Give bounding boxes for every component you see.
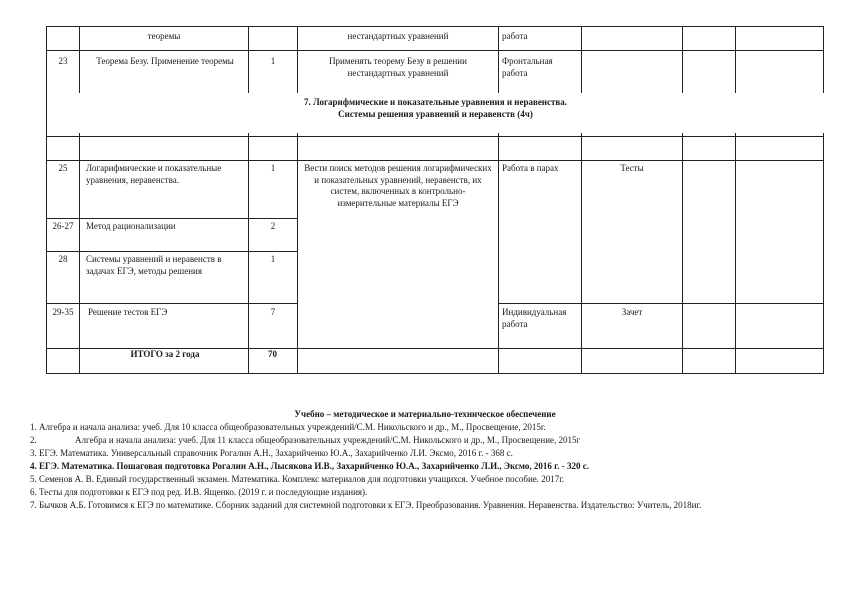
form-cell: Работа в парах xyxy=(502,163,559,173)
table-border-bottom xyxy=(46,373,824,374)
hours-cell: 1 xyxy=(270,163,276,173)
table-row-line xyxy=(46,50,824,51)
reference-item: 3. ЕГЭ. Математика. Универсальный справочник Рогалин А.Н., Захарийченко Ю.А., Захарийченко Л.И. Эксмо, 2016 г. - 368 с. xyxy=(30,448,513,458)
hours-cell: 1 xyxy=(270,56,276,66)
reference-item: 4. ЕГЭ. Математика. Пошаговая подготовка Рогалин А.Н., Лысякова И.В., Захарийченко Ю.А., Захарийченко Л.И., Эксмо, 2016 г. - 320 с. xyxy=(30,461,589,471)
topic-cell: Решение тестов ЕГЭ xyxy=(88,307,168,317)
topic-cell: Метод рационализации xyxy=(86,221,176,231)
table-border-left xyxy=(46,26,47,374)
row-number: 26-27 xyxy=(52,221,74,231)
form-cell: Индивидуальная работа xyxy=(502,307,567,329)
table-col-line xyxy=(79,26,80,374)
hours-cell: 2 xyxy=(270,221,276,231)
total-hours: 70 xyxy=(268,349,277,359)
table-col-line xyxy=(248,26,249,374)
table-col-line xyxy=(498,26,499,374)
topic-cell: Системы уравнений и неравенств в задачах ЕГЭ, методы решения xyxy=(86,254,222,276)
table-border-right xyxy=(823,26,824,374)
form-cell: работа xyxy=(502,31,528,41)
topic-cell: теоремы xyxy=(147,31,181,41)
table-col-line xyxy=(682,26,683,374)
activity-cell: Вести поиск методов решения логарифмических и показательных уравнений, неравенств, их систем, включенных в контрольно-измерительные материалы ЕГЭ xyxy=(304,163,492,208)
row-number: 23 xyxy=(58,56,68,66)
row-number: 29-35 xyxy=(52,307,74,317)
control-cell: Тесты xyxy=(620,163,644,173)
table-row-line xyxy=(46,26,824,27)
hours-cell: 7 xyxy=(270,307,276,317)
topic-cell: Теорема Безу. Применение теоремы xyxy=(96,56,234,66)
references-title: Учебно – методическое и материально-техническое обеспечение xyxy=(294,409,556,419)
reference-item: 2. Алгебра и начала анализа: учеб. Для 11 класса общеобразовательных учреждений/С.М. Никольского и др., М., Просвещение, 2015г xyxy=(30,435,581,445)
table-row-line xyxy=(46,251,298,252)
activity-cell: нестандартных уравнений xyxy=(347,31,449,41)
reference-item: 5. Семенов А. В. Единый государственный экзамен. Математика. Комплекс материалов для подготовки учащихся. Учебное пособие. 2017г. xyxy=(30,474,565,484)
table-row-line xyxy=(46,136,824,137)
reference-item: 6. Тесты для подготовки к ЕГЭ под ред. И.В. Ященко. (2019 г. и последующие издания). xyxy=(30,487,368,497)
section-subtitle: Системы решения уравнений и неравенств (4ч) xyxy=(338,109,533,119)
table-row-line xyxy=(46,218,298,219)
references-section xyxy=(30,408,820,512)
activity-cell: Применять теорему Безу в решении нестандартных уравнений xyxy=(329,56,467,78)
reference-item: 1. Алгебра и начала анализа: учеб. Для 10 класса общеобразовательных учреждений/С.М. Никольского и др., М., Просвещение, 2015г. xyxy=(30,422,546,432)
total-label: ИТОГО за 2 года xyxy=(130,349,200,359)
form-cell: Фронтальная работа xyxy=(502,56,553,78)
table-col-line xyxy=(581,26,582,374)
topic-cell: Логарифмические и показательные уравнения, неравенства. xyxy=(86,163,222,185)
row-number: 28 xyxy=(58,254,68,264)
reference-item: 7. Бычков А.Б. Готовимся к ЕГЭ по математике. Сборник заданий для системной подготовки к ЕГЭ. Преобразования. Уравнения. Неравенства. Издательство: Учитель, 2018иг. xyxy=(30,500,702,510)
table-col-line xyxy=(735,26,736,374)
hours-cell: 1 xyxy=(270,254,276,264)
section-title: 7. Логарифмические и показательные уравнения и неравенства. xyxy=(303,97,568,107)
row-number: 25 xyxy=(58,163,68,173)
control-cell: Зачет xyxy=(621,307,643,317)
